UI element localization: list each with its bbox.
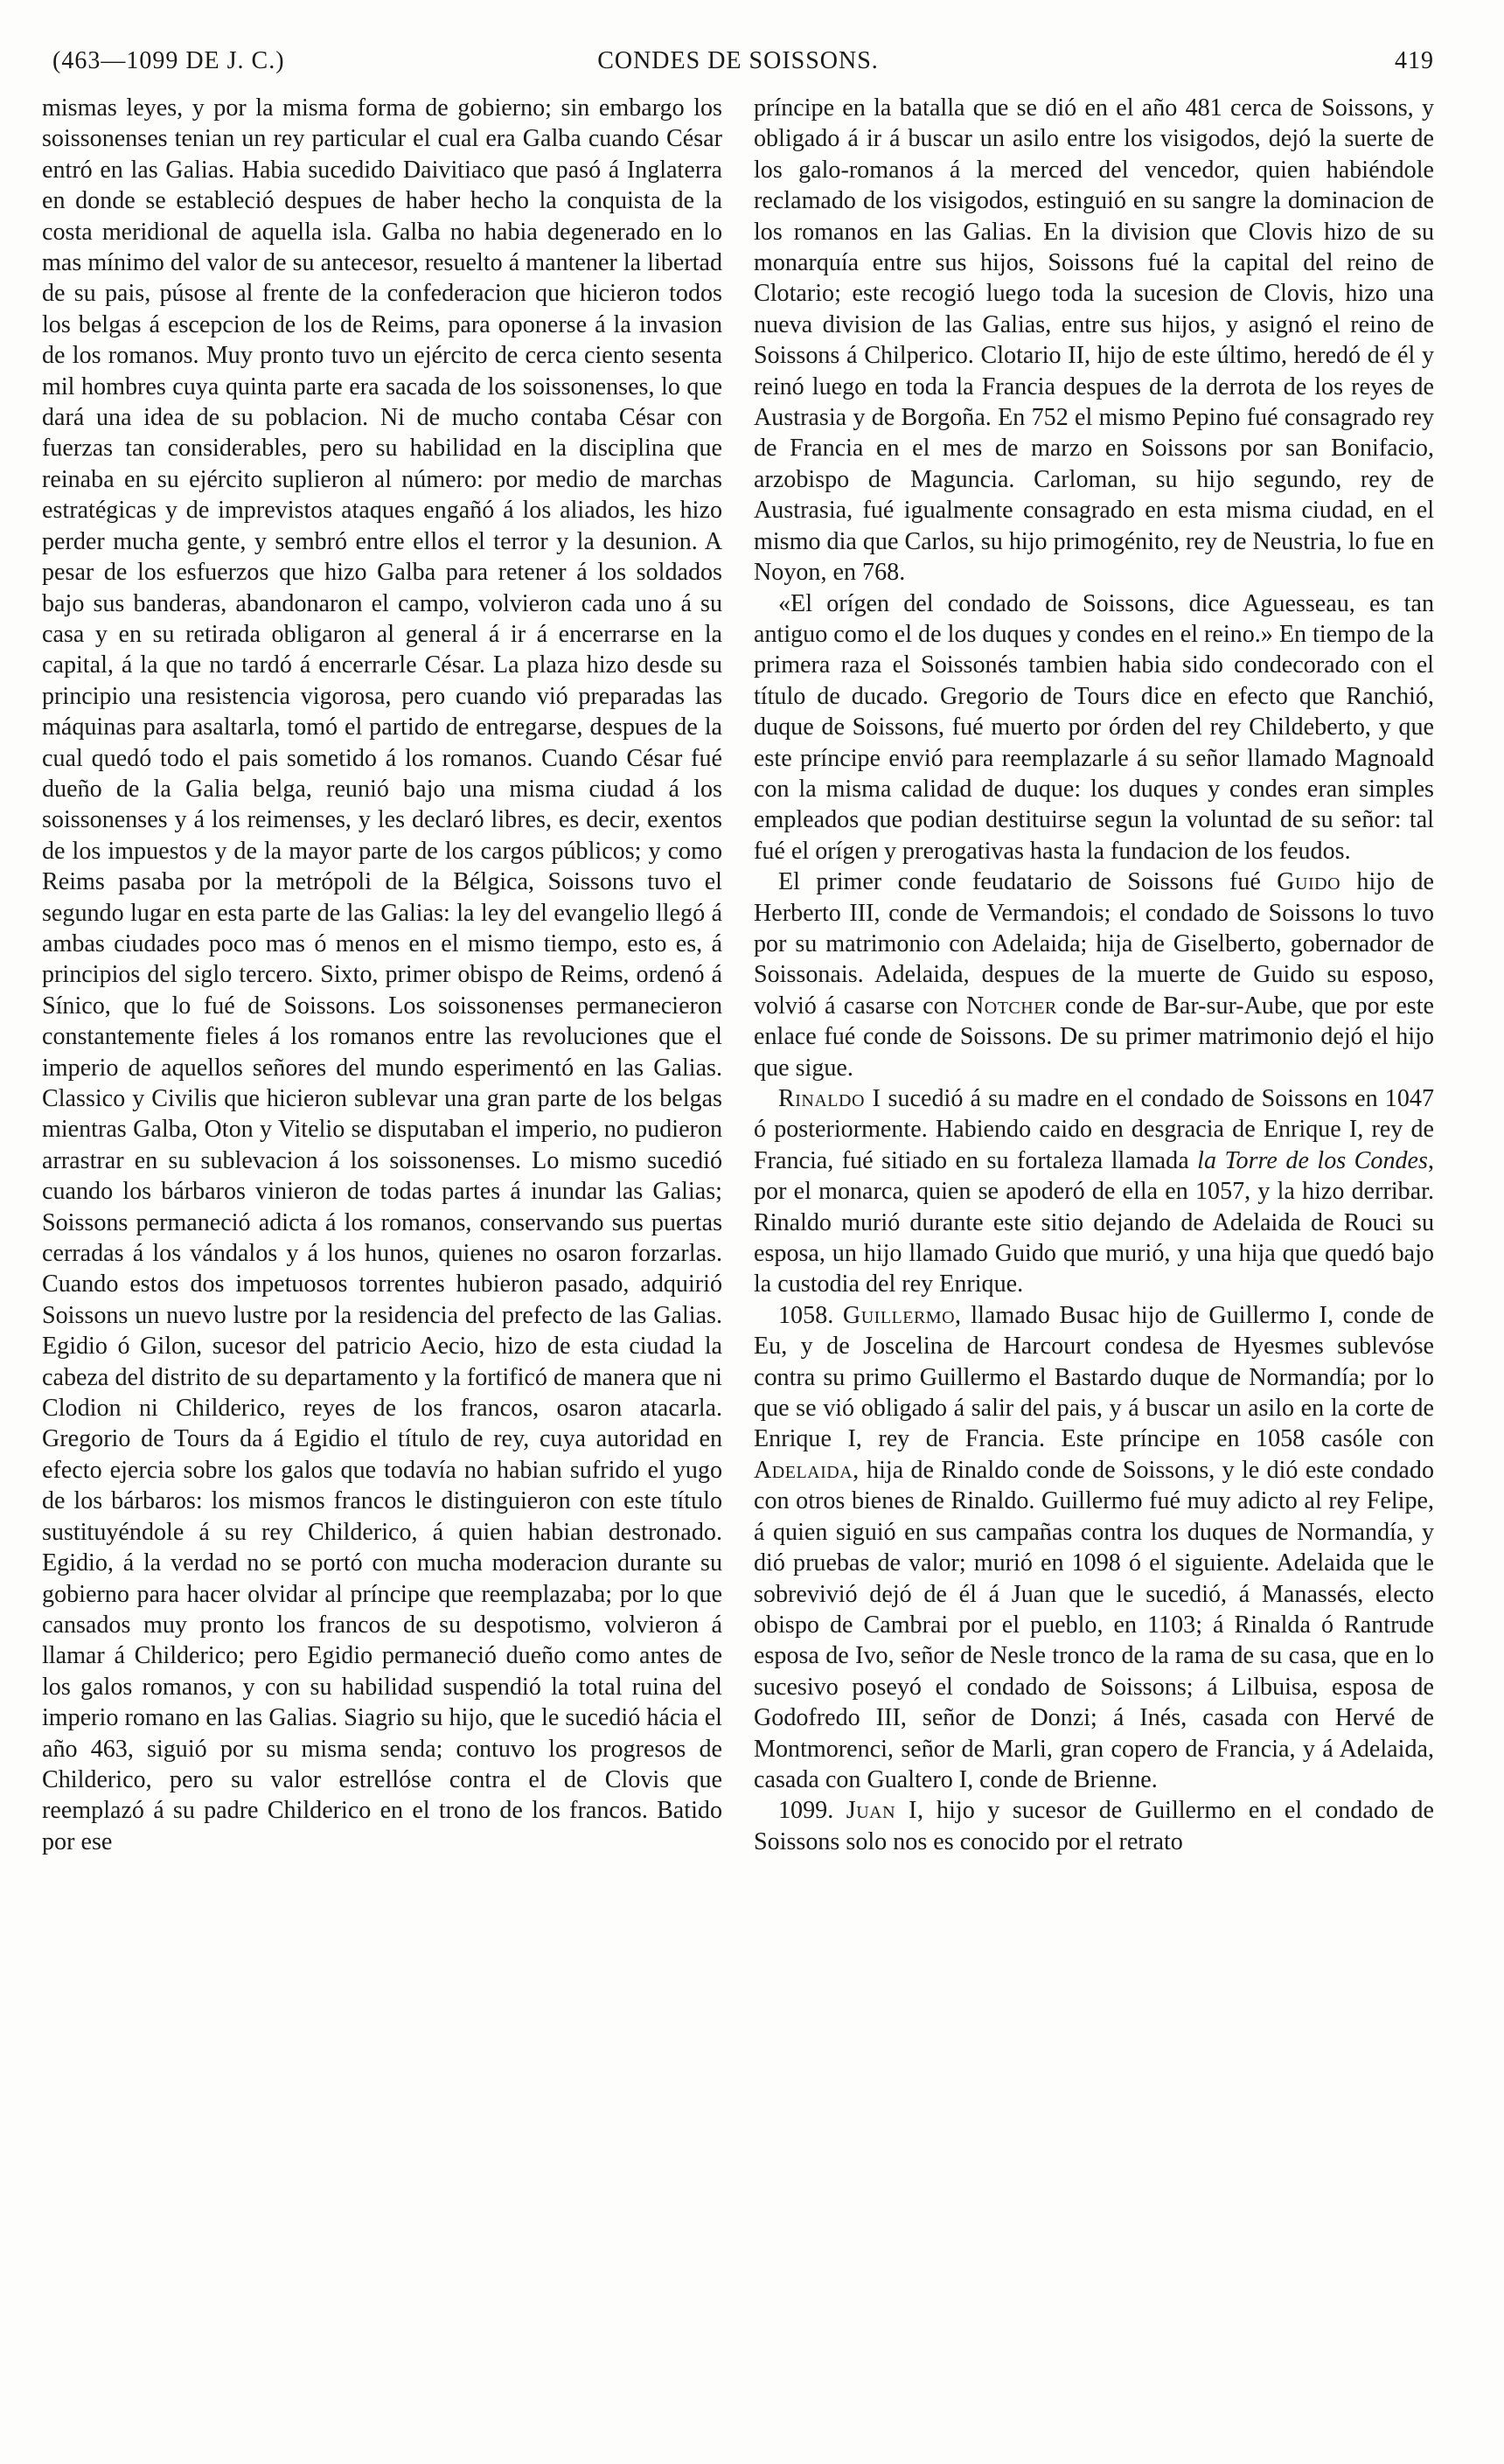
p4-italic: la Torre de los Condes <box>1197 1146 1428 1174</box>
running-head <box>42 35 1434 80</box>
p3-rest2: conde de Bar-sur-Aube, que por este enlace fué conde de Soissons. De su primer matrimonio dejó el hijo que sigue. <box>754 992 1434 1082</box>
name-juan: Juan I, <box>846 1797 924 1825</box>
name-notcher: Notcher <box>965 992 1057 1020</box>
p4-b: , por el monarca, quien se apoderó de ella en 1057, y la hizo derribar. Rinaldo murió durante este sitio dejando de Adelaida de Rouci su esposa, un hijo llamado Guido que murió, y una hija que quedó bajo la custodia del rey Enrique. <box>754 1146 1434 1298</box>
right-paragraph-5 <box>754 1300 1434 1796</box>
name-adelaida: Adelaida, <box>754 1456 860 1484</box>
right-paragraph-1: príncipe en la batalla que se dió en el año 481 cerca de Soissons, y obligado á ir á buscar un asilo entre los visigodos, dejó la suerte de los galo-romanos á la merced del vencedor, quien habiéndole reclamado de los visigodos, estinguió en su sangre la dominacion de los romanos en las Galias. En la division que Clovis hizo de su monarquía entre sus hijos, Soissons fué la capital del reino de Clotario; este recogió luego toda la sucesion de Clovis, hizo una nueva division de las Galias, entre sus hijos, y asignó el reino de Soissons á Chilperico. Clotario II, hijo de este último, heredó de él y reinó luego en toda la Francia despues de la derrota de los reyes de Austrasia y de Borgoña. En 752 el mismo Pepino fué consagrado rey de Francia en el mes de marzo en Soissons por san Bonifacio, arzobispo de Maguncia. Carloman, su hijo segundo, rey de Austrasia, fué igualmente consagrado en esta misma ciudad, en el mismo dia que Carlos, su hijo primogénito, rey de Neustria, lo fue en Noyon, en 768. <box>754 94 1434 587</box>
p3-lead: El primer conde feudatario de Soissons fué <box>778 868 1261 896</box>
running-head-title: CONDES DE SOISSONS. <box>597 47 879 74</box>
page-number: 419 <box>1395 47 1434 74</box>
text-columns <box>42 93 1434 2431</box>
right-paragraph-4 <box>754 1083 1434 1300</box>
name-guillermo: Guillermo, <box>842 1301 962 1329</box>
name-guido: Guido <box>1277 868 1341 896</box>
left-paragraph-1: mismas leyes, y por la misma forma de gobierno; sin embargo los soissonenses tenian un rey particular el cual era Galba cuando César entró en las Galias. Habia sucedido Daivitiaco que pasó á Inglaterra en donde se estableció despues de haber hecho la conquista de la costa meridional de aquella isla. Galba no habia degenerado en lo mas mínimo del valor de su antecesor, resuelto á mantener la libertad de su pais, púsose al frente de la confederacion que hicieron todos los belgas á escepcion de los de Reims, para oponerse á la invasion de los romanos. Muy pronto tuvo un ejército de cerca ciento sesenta mil hombres cuya quinta parte era sacada de los soissonenses, lo que dará una idea de su poblacion. Ni de mucho contaba César con fuerzas tan considerables, pero su habilidad en la disciplina que reinaba en su ejército suplieron al número: por medio de marchas estratégicas y de imprevistos ataques engañó á los aliados, les hizo perder mucha gente, y sembró entre ellos el terror y la desunion. A pesar de los esfuerzos que hizo Galba para retener á los soldados bajo sus banderas, abandonaron el campo, volvieron cada uno á su casa y en su retirada obligaron al general á ir á encerrarse en la capital, á la que no tardó á encerrarle César. La plaza hizo desde su principio una resistencia vigorosa, pero cuando vió preparadas las máquinas para asaltarla, tomó el partido de entregarse, despues de la cual quedó todo el pais sometido á los romanos. Cuando César fué dueño de la Galia belga, reunió bajo una misma ciudad á los soissonenses y á los reimenses, y les declaró libres, es decir, exentos de los impuestos y de la mayor parte de los cargos públicos; y como Reims pasaba por la metrópoli de la Bélgica, Soissons tuvo el segundo lugar en esta parte de las Galias: la ley del evangelio llegó á ambas ciudades poco mas ó menos en el mismo tiempo, esto es, á principios del siglo tercero. Sixto, primer obispo de Reims, ordenó á Sínico, que lo fué de Soissons. Los soissonenses permanecieron constantemente fieles á los romanos entre las revoluciones que el imperio de aquellos señores del mundo esperimentó en las Galias. Classico y Civilis que hicieron sublevar una gran parte de los belgas mientras Galba, Oton y Vitelio se disputaban el imperio, no pudieron arrastrar en su sublevacion á los soissonenses. Lo mismo sucedió cuando los bárbaros vinieron de todas partes á inundar las Galias; Soissons permaneció adicta á los romanos, conservando sus puertas cerradas á los vándalos y á los hunos, quienes no osaron forzarlas. Cuando estos dos impetuosos torrentes hubieron pasado, adquirió Soissons un nuevo lustre por la residencia del prefecto de las Galias. Egidio ó Gilon, sucesor del patricio Aecio, hizo de esta ciudad la cabeza del distrito de su departamento y la fortificó de manera que ni Clodion ni Childerico, reyes de los francos, osaron atacarla. Gregorio de Tours da á Egidio el título de rey, cuya autoridad en efecto ejercia sobre los galos que todavía no habian sufrido el yugo de los bárbaros: los mismos francos le distinguieron con este título sustituyéndole á su rey Childerico, á quien habian destronado. Egidio, á la verdad no se portó con mucha moderacion durante su gobierno para hacer olvidar al príncipe que reemplazaba; por lo que cansados muy pronto los francos de su despotismo, volvieron á llamar á Childerico; pero Egidio permaneció dueño como antes de los galos romanos, y con su habilidad suspendió la total ruina del imperio romano en las Galias. Siagrio su hijo, que le sucedió hácia el año 463, siguió por su misma senda; contuvo los progresos de Childerico, pero su valor estrellóse contra el de Clovis que reemplazó á su padre Childerico en el trono de los francos. Batido por ese <box>42 94 722 1855</box>
left-column <box>42 93 722 2431</box>
running-head-dates: (463—1099 DE J. C.) <box>52 47 285 74</box>
name-rinaldo: Rinaldo I <box>778 1085 881 1112</box>
right-paragraph-2: «El orígen del condado de Soissons, dice Aguesseau, es tan antiguo como el de los duques y condes en el reino.» En tiempo de la primera raza el Soissonés tambien habia sido condecorado con el título de ducado. Gregorio de Tours dice en efecto que Ranchió, duque de Soissons, fué muerto por órden del rey Childeberto, y que este príncipe envió para reemplazarle á su señor llamado Magnoald con la misma calidad de duque: los duques y condes eran simples empleados que podian destituirse segun la voluntad de su señor: tal fué el orígen y prerogativas hasta la fundacion de los feudos. <box>754 589 1434 865</box>
p6-year: 1099. <box>778 1797 834 1825</box>
right-column <box>754 93 1434 2431</box>
p5-b: hija de Rinaldo conde de Soissons, y le dió este condado con otros bienes de Rinaldo. Guillermo fué muy adicto al rey Felipe, á quien siguió en sus campañas contra los duques de Normandía, y dió pruebas de valor; murió en 1098 ó el siguiente. Adelaida que le sobrevivió dejó de él á Juan que le sucedió, á Manassés, electo obispo de Cambrai por el pueblo, en 1103; á Rinalda ó Rantrude esposa de Ivo, señor de Nesle tronco de la rama de su casa, que en lo sucesivo poseyó el condado de Soissons; á Lilbuisa, esposa de Godofredo III, señor de Donzi; á Inés, casada con Hervé de Montmorenci, señor de Marli, gran copero de Francia, y á Adelaida, casada con Gualtero I, conde de Brienne. <box>754 1456 1434 1793</box>
p5-a: llamado Busac hijo de Guillermo I, conde de Eu, y de Joscelina de Harcourt condesa de Hyesmes sublevóse contra su primo Guillermo el Bastardo duque de Normandía; por lo que se vió obligado á salir del pais, y á buscar un asilo en la corte de Enrique I, rey de Francia. Este príncipe en 1058 casóle con <box>754 1301 1434 1453</box>
p6-a: hijo y sucesor de Guillermo en el condado de Soissons solo nos es conocido por el retrato <box>754 1797 1434 1855</box>
right-paragraph-3 <box>754 867 1434 1083</box>
page <box>42 35 1434 2431</box>
right-paragraph-6 <box>754 1795 1434 1857</box>
p5-year: 1058. <box>778 1301 834 1329</box>
p4-a: sucedió á su madre en el condado de Soissons en 1047 ó posteriormente. Habiendo caido en desgracia de Enrique I, rey de Francia, fué sitiado en su fortaleza llamada <box>754 1085 1434 1174</box>
p3-rest: hijo de Herberto III, conde de Vermandois; el condado de Soissons lo tuvo por su matrimonio con Adelaida; hija de Giselberto, gobernador de Soissonais. Adelaida, despues de la muerte de Guido su esposo, volvió á casarse con <box>754 868 1434 1020</box>
